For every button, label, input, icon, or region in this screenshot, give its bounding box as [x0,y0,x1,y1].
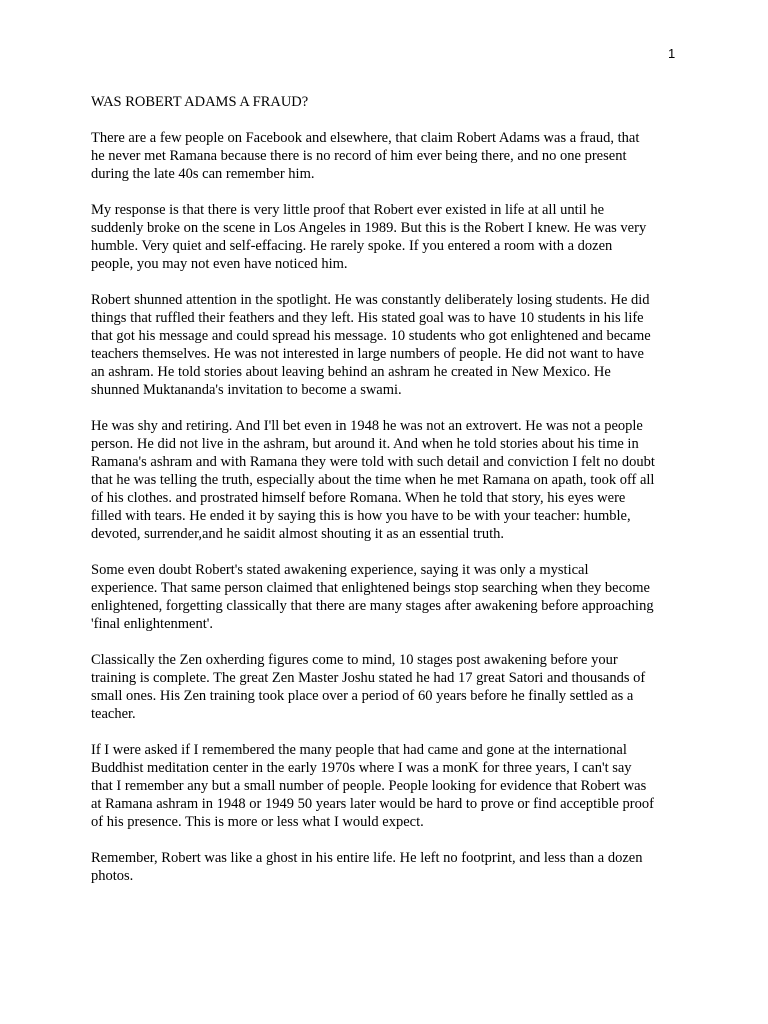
text-line: that he was telling the truth, especially about the time when he met Ramana on apath, took off all [91,472,655,488]
paragraph-1 [91,129,691,183]
text-line: Classically the Zen oxherding figures come to mind, 10 stages post awakening before your [91,652,618,668]
page-number: 1 [668,46,676,61]
text-line: There are a few people on Facebook and elsewhere, that claim Robert Adams was a fraud, that [91,130,640,146]
text-line: Some even doubt Robert's stated awakening experience, saying it was only a mystical [91,562,589,578]
text-line: he never met Ramana because there is no record of him ever being there, and no one present [91,148,627,164]
text-line: experience. That same person claimed that enlightened beings stop searching when they become [91,580,650,596]
text-line: shunned Muktananda's invitation to become a swami. [91,382,402,398]
text-line: Remember, Robert was like a ghost in his entire life. He left no footprint, and less than a dozen [91,850,643,866]
paragraph-7 [91,741,691,831]
text-line: Buddhist meditation center in the early 1970s where I was a monK for three years, I can't say [91,760,632,776]
text-line: Robert shunned attention in the spotlight. He was constantly deliberately losing students. He did [91,292,650,308]
paragraph-2 [91,201,691,273]
paragraph-4 [91,417,691,543]
text-line: filled with tears. He ended it by saying this is how you have to be with your teacher: humble, [91,508,631,524]
text-line: of his clothes. and prostrated himself before Romana. When he told that story, his eyes were [91,490,626,506]
paragraph-8 [91,849,691,885]
text-line: during the late 40s can remember him. [91,166,315,182]
paragraph-6 [91,651,691,723]
text-line: that I remember any but a small number of people. People looking for evidence that Robert was [91,778,647,794]
text-line: person. He did not live in the ashram, but around it. And when he told stories about his time in [91,436,639,452]
text-line: of his presence. This is more or less what I would expect. [91,814,424,830]
text-line: that got his message and could spread his message. 10 students who got enlightened and became [91,328,651,344]
text-line: He was shy and retiring. And I'll bet even in 1948 he was not an extrovert. He was not a people [91,418,643,434]
text-line: 'final enlightenment'. [91,616,213,632]
text-line: Ramana's ashram and with Ramana they were told with such detail and conviction I felt no doubt [91,454,655,470]
text-line: devoted, surrender,and he saidit almost shouting it as an essential truth. [91,526,504,542]
text-line: My response is that there is very little proof that Robert ever existed in life at all until he [91,202,605,218]
text-line: humble. Very quiet and self-effacing. He rarely spoke. If you entered a room with a dozen [91,238,613,254]
text-line: enlightened, forgetting classically that there are many stages after awakening before approaching [91,598,654,614]
text-line: things that ruffled their feathers and they left. His stated goal was to have 10 students in his life [91,310,644,326]
text-line: teachers themselves. He was not interested in large numbers of people. He did not want to have [91,346,644,362]
text-line: people, you may not even have noticed him. [91,256,348,272]
text-line: an ashram. He told stories about leaving behind an ashram he created in New Mexico. He [91,364,611,380]
text-line: suddenly broke on the scene in Los Angeles in 1989. But this is the Robert I knew. He was very [91,220,647,236]
text-line: teacher. [91,706,136,722]
paragraph-3 [91,291,691,399]
text-line: at Ramana ashram in 1948 or 1949 50 years later would be hard to prove or find acceptible proof [91,796,654,812]
paragraph-list [91,129,691,885]
text-line: If I were asked if I remembered the many people that had came and gone at the international [91,742,627,758]
document-title: WAS ROBERT ADAMS A FRAUD? [91,94,309,110]
text-line: training is complete. The great Zen Master Joshu stated he had 17 great Satori and thousands of [91,670,646,686]
text-line: photos. [91,868,134,884]
document-body [91,93,691,903]
paragraph-5 [91,561,691,633]
text-line: small ones. His Zen training took place over a period of 60 years before he finally settled as a [91,688,634,704]
